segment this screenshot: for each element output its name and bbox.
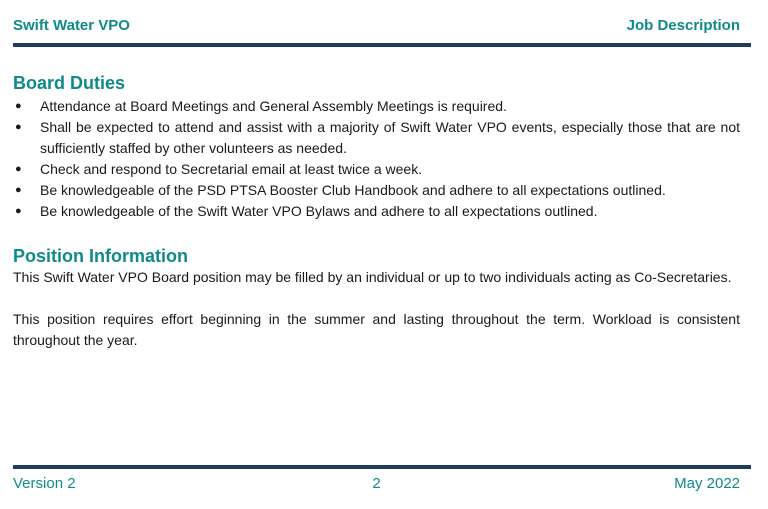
- doc-type: Job Description: [626, 16, 740, 34]
- position-info-heading: Position Information: [13, 246, 188, 266]
- header-divider: [13, 43, 751, 47]
- section-spacer: [13, 222, 740, 245]
- list-item-text: Attendance at Board Meetings and General Assembly Meetings is required.: [40, 98, 507, 114]
- list-item: [13, 159, 740, 180]
- page-footer: [13, 472, 740, 494]
- bullet-icon: ●: [15, 205, 22, 217]
- list-item: [13, 117, 740, 159]
- list-item-text: Be knowledgeable of the Swift Water VPO Bylaws and adhere to all expectations outlined.: [40, 203, 598, 219]
- board-duties-heading: Board Duties: [13, 73, 126, 93]
- footer-date: May 2022: [674, 474, 740, 492]
- list-item: [13, 180, 740, 201]
- list-item-text: Be knowledgeable of the PSD PTSA Booster Club Handbook and adhere to all expectations outlined.: [40, 182, 666, 198]
- page-number: 2: [372, 474, 381, 492]
- list-item-text: Check and respond to Secretarial email at least twice a week.: [40, 161, 423, 177]
- bullet-icon: ●: [15, 100, 22, 112]
- page-header: [13, 14, 740, 36]
- list-item: [13, 201, 740, 222]
- footer-divider: [13, 465, 751, 469]
- list-item: [13, 96, 740, 117]
- position-info-paragraph: This position requires effort beginning in the summer and lasting throughout the term. Workload is consistent throughout the year.: [13, 311, 740, 348]
- board-duties-list: [13, 96, 740, 222]
- list-item-text: Shall be expected to attend and assist with a majority of Swift Water VPO events, especially those that are not sufficiently staffed by other volunteers as needed.: [40, 119, 740, 156]
- position-info-paragraph: This Swift Water VPO Board position may be filled by an individual or up to two individuals acting as Co-Secretaries.: [13, 269, 732, 285]
- org-name: Swift Water VPO: [13, 16, 130, 34]
- version-label: Version 2: [13, 474, 76, 492]
- bullet-icon: ●: [15, 121, 22, 133]
- document-body: [13, 72, 740, 351]
- bullet-icon: ●: [15, 163, 22, 175]
- bullet-icon: ●: [15, 184, 22, 196]
